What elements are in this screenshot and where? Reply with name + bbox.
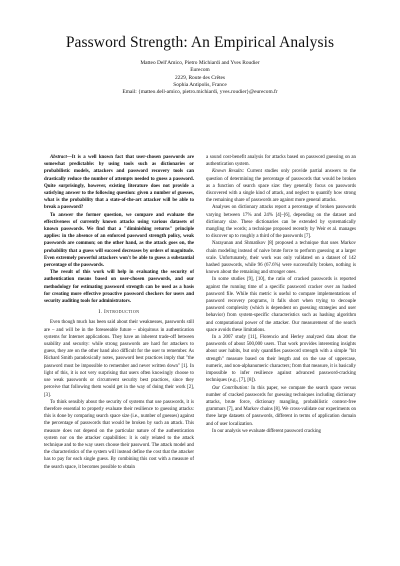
contribution-paragraph	[206, 385, 356, 428]
affiliation: Eurecom	[190, 67, 210, 74]
paper-title: Password Strength: An Empirical Analysis	[65, 34, 335, 51]
right-column	[206, 154, 356, 471]
known-results-paragraph	[206, 168, 356, 204]
author-names: Matteo Dell'Amico, Pietro Michiardi and Yves Roudier	[140, 60, 260, 66]
abstract-paragraph-1	[44, 154, 194, 212]
right-paragraph-1: a sound cost-benefit analysis for attacks based on password guessing on an authentication system.	[206, 155, 356, 168]
contribution-lead: Our Contribution:	[212, 385, 249, 391]
author-block	[44, 60, 356, 96]
address-line-1: 2229, Route des Crêtes	[174, 74, 225, 81]
address-line-2: Sophia Antipolis, France	[173, 81, 227, 88]
contribution-text: In this paper, we compare the search space versus number of cracked passwords for guessing techniques including dictionary attacks, brute force, dictionary mangling, probabilistic context-free grammars [7], and Markov chains [8]. We cross-validate our experiments on three large datasets of passwords, different in terms of application domain and of user localization.	[206, 385, 356, 427]
author-email: Email: {matteo.dell-amico, pietro.michiardi, yves.roudier}@eurecom.fr	[122, 89, 278, 96]
right-paragraph-6: In our analysis we evaluate different password cracking	[212, 428, 321, 434]
known-results-text: Current studies only provide partial answers to the question of determining the percentage of passwords that would be broken as a function of search space size: they generally focus on passwords discovered with a single kind of attack, and neglect to quantify how strong the remaining share of passwords are against more general attacks.	[206, 169, 356, 204]
known-results-lead: Known Results:	[212, 169, 245, 175]
right-paragraph-4: In some studies [9], [10], the ratio of cracked passwords is reported against the running time of a specific password cracker over an hashed password file. While this metric is useful to compare implementations of password recovery programs, it falls short when trying to decouple password complexity (which is dependent on guessing strategies and user behavior) from system-specific characteristics such as hashing algorithm and computational power of the attacker. Our measurement of the search space avoids these limitations.	[206, 277, 356, 333]
abstract-paragraph-3: The result of this work will help in evaluating the security of authentication means based on user-chosen passwords, and our methodology for estimating password strength can be used as a basis for creating more effective proactive password checkers for users and security auditing tools for administrators.	[44, 270, 194, 305]
two-column-body	[44, 154, 356, 471]
abstract-text-1: —It is a well known fact that user-chosen passwords are somewhat predictable: by using tools such as dictionaries or probabilistic models, attackers and password recovery tools can drastically reduce the number of attempts needed to guess a password. Quite surprisingly, however, existing literature does not provide a satisfying answer to the following question: given a number of guesses, what is the probability that a state-of-the-art attacker will be able to break a password?	[44, 155, 194, 211]
right-paragraph-5: In a 2007 study [11], Florencio and Herley analyzed data about the passwords of about 500,000 users. That work provides interesting insights about user habits, but only quantifies password strength with a simple "bit strength" measure based on their length and on the use of uppercase, numeric, and non-alphanumeric characters; from that measure, it is basically impossible to infer resilience against advanced password-cracking techniques (e.g., [7], [8]).	[206, 335, 356, 384]
abstract-paragraph-2: To answer the former question, we compare and evaluate the effectiveness of currently known attacks using various datasets of known passwords. We find that a "diminishing returns" principle applies: in the absence of an enforced password strength policy, weak passwords are common; on the other hand, as the attack goes on, the probability that a guess will succeed decreases by orders of magnitude. Even extremely powerful attackers won't be able to guess a substantial percentage of the passwords.	[44, 212, 194, 269]
abstract-lead: Abstract	[50, 155, 67, 160]
abstract	[44, 154, 194, 305]
left-column	[44, 154, 194, 471]
intro-paragraph-2: To think sensibly about the security of systems that use passwords, it is therefore essential to properly evaluate their resilience to guessing attacks: this is done by comparing search space size (i.e., number of guesses) against the percentage of passwords that would be broken by such an attack. This measure does not depend on the particular nature of the authentication system nor on the attacker capabilities: it is only related to the attack technique and to the way users choose their password. The attack model and the characteristics of the system will instead define the cost that the attacker has to pay for each single guess. By combining this cost with a measure of the search space, it becomes possible to obtain	[44, 399, 194, 470]
right-paragraph-3: Narayanan and Shmatikov [8] proposed a technique that uses Markov chain modeling instead of naive brute force to perform guessing at a larger scale. Unfortunately, their work was only validated on a dataset of 142 hashed passwords, while 96 (67.6%) were successfully broken, nothing is known about the remaining and stronger ones.	[206, 241, 356, 276]
intro-paragraph-1: Even though much has been said about their weaknesses, passwords still are – and will be in the foreseeable future – ubiquitous in authentication systems for Internet applications. They have an inherent trade-off between usability and security: while strong passwords are hard for attackers to guess, they are on the other hand also difficult for the user to remember. As Richard Smith paradoxically notes, password best practices imply that "the password must be impossible to remember and never written down" [1]. In light of this, it is not very surprising that users often knowingly choose to use weak passwords or circumvent security best practices, since they perceive that following them would get in the way of doing their work [2], [3].	[44, 320, 194, 398]
right-paragraph-2: Analyses on dictionary attacks report a percentage of broken passwords varying between 17% and 24% [4]–[6], depending on the dataset and dictionary size. These dictionaries can be extended by systematically mangling the words; a technique proposed recently by Weir et al. manages to discover up to roughly a third of the passwords [7].	[206, 205, 356, 240]
section-heading-introduction: I. Introduction	[98, 309, 140, 316]
